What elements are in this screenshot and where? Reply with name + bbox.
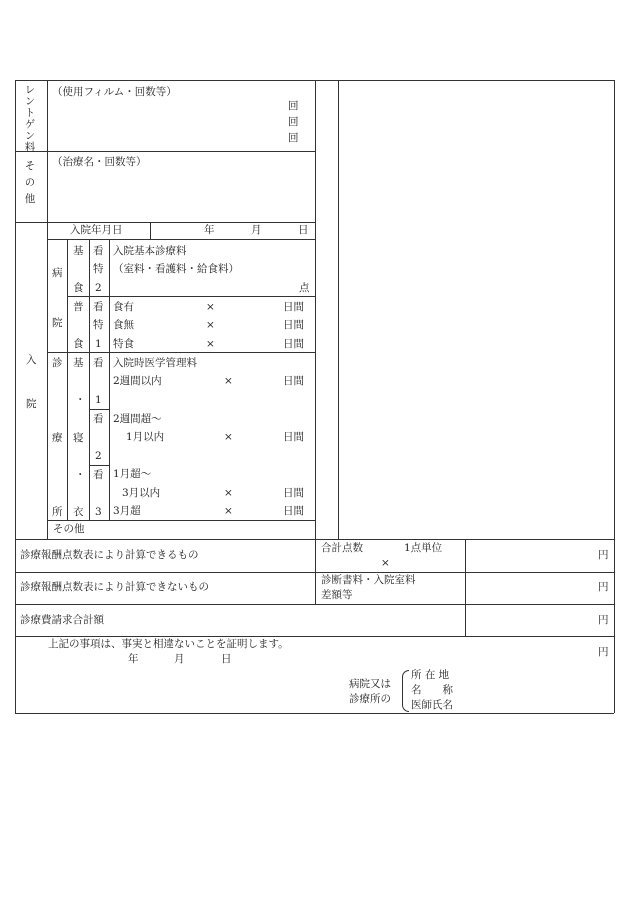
issuer-line-1: 病院又は [349, 678, 391, 690]
mgmt-title: 入院時医学管理料 [113, 357, 197, 369]
brace-icon [402, 670, 409, 712]
yen-2: 円 [598, 581, 609, 593]
meal-row-x: × [206, 338, 215, 350]
meal-row-x: × [206, 301, 215, 313]
futsu-toku: 特 [93, 319, 104, 331]
mgmt-r1-x: × [224, 375, 233, 387]
futsu-shoku: 食 [73, 338, 84, 350]
clinic-num-1: 1 [95, 394, 102, 406]
xray-times-2: 回 [288, 116, 299, 128]
mgmt-r3b-label: 3月以内 [122, 487, 161, 499]
clinic-kan-2: 看 [93, 413, 104, 425]
kihon-num: 2 [95, 282, 102, 294]
inpatient-label-bottom: 院 [26, 398, 37, 410]
doc-fee-label: 診断書料・入院室料 [321, 574, 416, 586]
clinic-col-char: 寝 [73, 432, 84, 444]
hospital-char-1: 病 [52, 267, 63, 279]
mgmt-r4-x: × [224, 505, 233, 517]
points-label: 合計点数 [321, 542, 363, 554]
mgmt-r1-label: 2週間以内 [113, 375, 162, 387]
clinic-num-2: 2 [95, 450, 102, 462]
meal-row-unit: 日間 [283, 301, 304, 313]
xray-label: レントゲン料 [23, 84, 36, 153]
kihon-shoku: 食 [73, 282, 84, 294]
grand-total-label: 診療費請求合計額 [20, 614, 104, 626]
mgmt-r3a: 1月超～ [113, 468, 152, 480]
basic-fee-unit: 点 [299, 282, 310, 294]
yen-1: 円 [598, 549, 609, 561]
cert-month: 月 [174, 653, 185, 665]
kihon-toku: 特 [93, 263, 104, 275]
admission-day: 日 [298, 224, 309, 236]
issuer-address-label: 所 在 地 [411, 669, 450, 681]
cert-statement: 上記の事項は、事実と相違ないことを証明します。 [48, 638, 289, 650]
mgmt-r2b-unit: 日間 [283, 431, 304, 443]
clinic-char-2: 療 [52, 432, 63, 444]
yen-4: 円 [598, 646, 609, 658]
clinic-col-char: ・ [75, 394, 86, 406]
xray-note: （使用フィルム・回数等） [52, 86, 177, 98]
mgmt-r4-label: 3月超 [113, 505, 141, 517]
meal-row-x: × [206, 319, 215, 331]
kihon-kan: 看 [93, 245, 104, 257]
admission-month: 月 [251, 224, 262, 236]
clinic-col-char: ・ [75, 469, 86, 481]
issuer-name-label: 名 称 [411, 684, 453, 696]
mgmt-r2b-label: 1月以内 [126, 431, 165, 443]
meal-row-label: 食無 [113, 319, 134, 331]
clinic-char-1: 診 [52, 357, 63, 369]
mgmt-r2a: 2週間超～ [113, 413, 162, 425]
calc-label: 診療報酬点数表により計算できるもの [20, 549, 199, 561]
meal-row-unit: 日間 [283, 319, 304, 331]
cert-day: 日 [221, 653, 232, 665]
futsu-num: 1 [95, 338, 102, 350]
multiply-sign: × [381, 557, 390, 569]
hospital-char-2: 院 [52, 317, 63, 329]
unit-label: 1点単位 [404, 542, 443, 554]
cert-year: 年 [128, 653, 139, 665]
basic-fee-sub: （室料・看護料・給食料） [113, 263, 239, 275]
mgmt-r4-unit: 日間 [283, 505, 304, 517]
clinic-kan-1: 看 [93, 357, 104, 369]
clinic-num-3: 3 [95, 506, 102, 518]
mgmt-r2b-x: × [224, 431, 233, 443]
mgmt-r3b-unit: 日間 [283, 487, 304, 499]
admission-date-label: 入院年月日 [70, 224, 123, 236]
xray-times-3: 回 [288, 132, 299, 144]
clinic-col-char: 衣 [73, 506, 84, 518]
inpatient-label-top: 入 [26, 354, 37, 366]
xray-times-1: 回 [288, 100, 299, 112]
meal-row-label: 特食 [113, 338, 134, 350]
diff-label: 差額等 [321, 589, 353, 601]
clinic-char-3: 所 [52, 506, 63, 518]
inpatient-other: その他 [53, 523, 85, 535]
kihon-ki: 基 [73, 245, 84, 257]
mgmt-r3b-x: × [224, 487, 233, 499]
basic-fee-title: 入院基本診療料 [113, 245, 187, 257]
mgmt-r1-unit: 日間 [283, 375, 304, 387]
doctor-name-label: 医師氏名 [411, 699, 453, 711]
clinic-col-char: 基 [73, 357, 84, 369]
other-treatment-note: （治療名・回数等） [52, 156, 147, 168]
noncalc-label: 診療報酬点数表により計算できないもの [20, 581, 209, 593]
admission-year: 年 [204, 224, 215, 236]
futsu-kan: 看 [93, 301, 104, 313]
futsu-fu: 普 [73, 301, 84, 313]
meal-row-label: 食有 [113, 301, 134, 313]
issuer-line-2: 診療所の [349, 693, 391, 705]
yen-3: 円 [598, 614, 609, 626]
clinic-kan-3: 看 [93, 469, 104, 481]
other-treatment-label: その他 [23, 160, 36, 210]
meal-row-unit: 日間 [283, 338, 304, 350]
